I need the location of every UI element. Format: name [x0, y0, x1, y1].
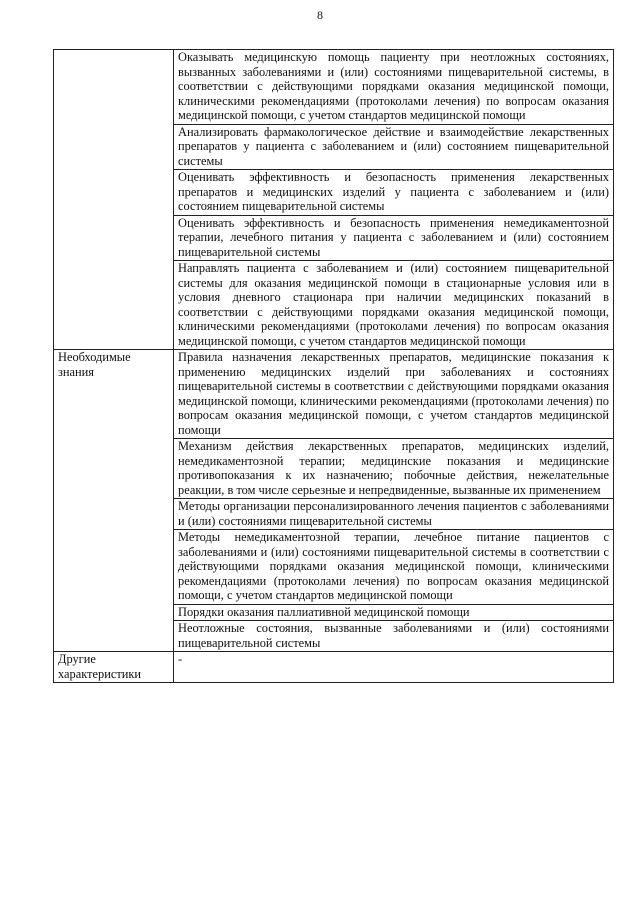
table-cell: Методы немедикаментозной терапии, лечебное питание пациентов с заболеваниями и (или) состояниями пищеварительной системы в соответствии с действующими порядками оказания медицинской помощи, клиническими рекомендациями (протоколами лечения) по вопросам оказания медицинской помощи, с учетом стандартов медицинской помощи: [174, 530, 614, 605]
table-cell: Механизм действия лекарственных препаратов, медицинских изделий, немедикаментозной терапии; медицинские показания и медицинские противопоказания к их назначению; побочные действия, нежелательные реакции, в том числе серьезные и непредвиденные, вызванные их применением: [174, 439, 614, 499]
table-cell: Оценивать эффективность и безопасность применения немедикаментозной терапии, лечебного питания у пациента с заболеванием и (или) состоянием пищеварительной системы: [174, 215, 614, 261]
table-row: [54, 50, 614, 125]
table-cell: Анализировать фармакологическое действие и взаимодействие лекарственных препаратов у пациента с заболеванием и (или) состоянием пищеварительной системы: [174, 124, 614, 170]
table-cell: Неотложные состояния, вызванные заболеваниями и (или) состояниями пищеварительной системы: [174, 621, 614, 652]
table-cell: Порядки оказания паллиативной медицинской помощи: [174, 604, 614, 621]
table-cell: -: [174, 652, 614, 683]
table-cell: Правила назначения лекарственных препаратов, медицинские показания к применению медицинских изделий при заболеваниях и состояниях пищеварительной системы в соответствии с действующими порядками оказания медицинской помощи, клиническими рекомендациями (протоколами лечения) по вопросам оказания медицинской помощи, с учетом стандартов медицинской помощи: [174, 350, 614, 439]
competency-table: [53, 49, 614, 683]
table-cell: Оказывать медицинскую помощь пациенту при неотложных состояниях, вызванных заболеваниями и (или) состояниями пищеварительной системы, в соответствии с действующими порядками оказания медицинской помощи, клиническими рекомендациями (протоколами лечения) по вопросам оказания медицинской помощи, с учетом стандартов медицинской помощи: [174, 50, 614, 125]
table-row: [54, 652, 614, 683]
section-label: Необходимые знания: [54, 350, 174, 652]
section-label: [54, 50, 174, 350]
table-cell: Направлять пациента с заболеванием и (или) состоянием пищеварительной системы для оказания медицинской помощи в стационарные условия или в условия дневного стационара при наличии медицинских показаний в соответствии с действующими порядками оказания медицинской помощи, клиническими рекомендациями (протоколами лечения) по вопросам оказания медицинской помощи, с учетом стандартов медицинской помощи: [174, 261, 614, 350]
page-number: 8: [317, 8, 323, 22]
table-cell: Оценивать эффективность и безопасность применения лекарственных препаратов и медицинских изделий у пациента с заболеванием и (или) состоянием пищеварительной системы: [174, 170, 614, 216]
table-row: [54, 350, 614, 439]
section-label: Другие характеристики: [54, 652, 174, 683]
table-cell: Методы организации персонализированного лечения пациентов с заболеваниями и (или) состояниями пищеварительной системы: [174, 499, 614, 530]
